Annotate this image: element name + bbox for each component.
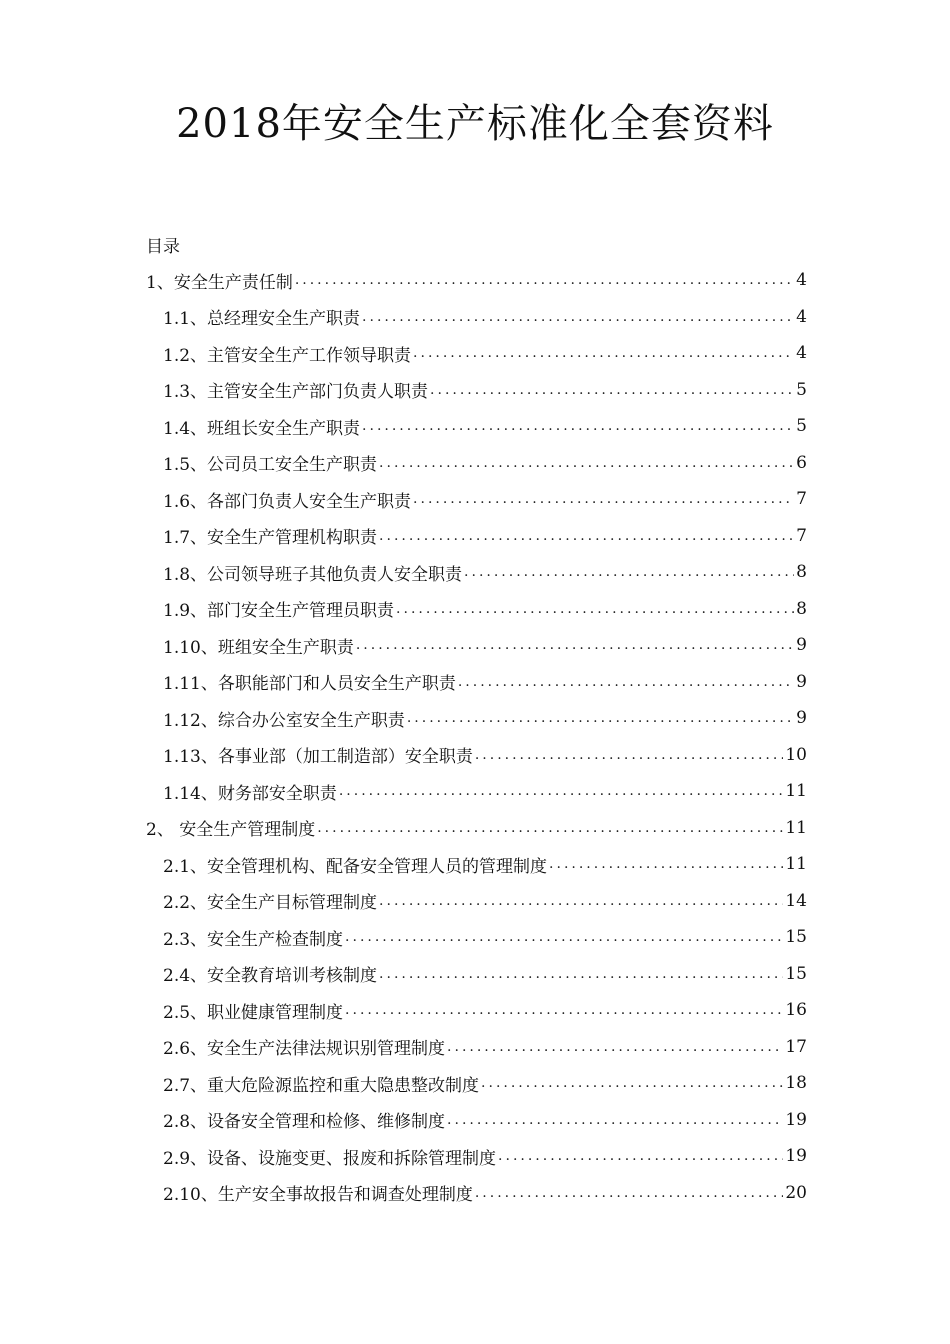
toc-page-number: 8 xyxy=(796,598,807,619)
toc-dot-leader xyxy=(379,528,794,544)
toc-page-number: 5 xyxy=(796,379,807,400)
toc-entry[interactable] xyxy=(0,883,807,920)
toc-page-number: 16 xyxy=(785,1000,807,1021)
table-of-contents xyxy=(0,262,950,1211)
toc-entry-label: 2.5、职业健康管理制度 xyxy=(163,1002,344,1023)
toc-dot-leader xyxy=(549,856,783,872)
toc-page-number: 4 xyxy=(796,343,807,364)
toc-entry-label: 1.9、部门安全生产管理员职责 xyxy=(163,601,395,622)
toc-page-number: 9 xyxy=(796,671,807,692)
toc-page-number: 20 xyxy=(785,1182,807,1203)
toc-entry[interactable] xyxy=(0,299,807,336)
toc-entry-label: 1.6、各部门负责人安全生产职责 xyxy=(163,491,412,512)
toc-entry-label: 2.10、生产安全事故报告和调查处理制度 xyxy=(163,1185,473,1206)
toc-entry-label: 1.12、综合办公室安全生产职责 xyxy=(163,710,405,731)
toc-entry-label: 2.3、安全生产检查制度 xyxy=(163,929,344,950)
toc-dot-leader xyxy=(379,893,783,909)
toc-dot-leader xyxy=(345,1002,783,1018)
toc-dot-leader xyxy=(413,491,794,507)
toc-entry[interactable] xyxy=(0,919,807,956)
toc-heading: 目录 xyxy=(146,237,180,257)
toc-entry[interactable] xyxy=(0,262,807,299)
toc-page-number: 15 xyxy=(785,963,807,984)
toc-entry-label: 1.3、主管安全生产部门负责人职责 xyxy=(163,382,429,403)
toc-entry-label: 1.4、班组长安全生产职责 xyxy=(163,418,361,439)
toc-entry[interactable] xyxy=(0,700,807,737)
toc-dot-leader xyxy=(317,820,783,836)
toc-page-number: 7 xyxy=(796,489,807,510)
toc-entry[interactable] xyxy=(0,335,807,372)
toc-page-number: 11 xyxy=(785,854,807,875)
toc-dot-leader xyxy=(396,601,794,617)
toc-page-number: 5 xyxy=(796,416,807,437)
toc-entry-label: 1.2、主管安全生产工作领导职责 xyxy=(163,345,412,366)
toc-dot-leader xyxy=(475,747,784,763)
document-title: 2018年安全生产标准化全套资料 xyxy=(176,101,774,147)
toc-entry-label: 2.6、安全生产法律法规识别管理制度 xyxy=(163,1039,446,1060)
toc-entry[interactable] xyxy=(0,408,807,445)
toc-entry[interactable] xyxy=(0,445,807,482)
toc-entry-label: 1.11、各职能部门和人员安全生产职责 xyxy=(163,674,456,695)
toc-page-number: 17 xyxy=(785,1036,807,1057)
toc-entry[interactable] xyxy=(0,773,807,810)
toc-entry[interactable] xyxy=(0,1065,807,1102)
toc-entry[interactable] xyxy=(0,554,807,591)
toc-entry[interactable] xyxy=(0,956,807,993)
toc-page-number: 9 xyxy=(796,635,807,656)
toc-page-number: 14 xyxy=(785,890,807,911)
toc-entry[interactable] xyxy=(0,1175,807,1212)
toc-entry-label: 2、 安全生产管理制度 xyxy=(146,820,316,841)
toc-page-number: 19 xyxy=(785,1109,807,1130)
toc-dot-leader xyxy=(430,382,794,398)
toc-dot-leader xyxy=(447,1039,783,1055)
toc-dot-leader xyxy=(464,564,794,580)
toc-entry[interactable] xyxy=(0,1102,807,1139)
toc-entry[interactable] xyxy=(0,992,807,1029)
toc-entry[interactable] xyxy=(0,591,807,628)
toc-page-number: 4 xyxy=(796,270,807,291)
toc-entry-label: 2.4、安全教育培训考核制度 xyxy=(163,966,378,987)
toc-dot-leader xyxy=(498,1148,783,1164)
toc-dot-leader xyxy=(362,309,794,325)
toc-entry[interactable] xyxy=(0,737,807,774)
toc-page-number: 11 xyxy=(785,817,807,838)
toc-entry-label: 1.14、财务部安全职责 xyxy=(163,783,337,804)
toc-entry-label: 1.10、班组安全生产职责 xyxy=(163,637,354,658)
toc-entry-label: 2.1、安全管理机构、配备安全管理人员的管理制度 xyxy=(163,856,548,877)
toc-entry[interactable] xyxy=(0,664,807,701)
toc-entry-label: 1.7、安全生产管理机构职责 xyxy=(163,528,378,549)
toc-entry[interactable] xyxy=(0,627,807,664)
toc-entry[interactable] xyxy=(0,481,807,518)
toc-dot-leader xyxy=(447,1112,783,1128)
toc-page-number: 8 xyxy=(796,562,807,583)
toc-dot-leader xyxy=(356,637,794,653)
toc-entry-label: 1.13、各事业部（加工制造部）安全职责 xyxy=(163,747,473,768)
toc-entry-label: 1、安全生产责任制 xyxy=(146,272,293,293)
toc-page-number: 4 xyxy=(796,306,807,327)
toc-dot-leader xyxy=(407,710,794,726)
toc-entry-label: 1.5、公司员工安全生产职责 xyxy=(163,455,378,476)
toc-dot-leader xyxy=(295,272,794,288)
toc-page-number: 18 xyxy=(785,1073,807,1094)
toc-page-number: 9 xyxy=(796,708,807,729)
toc-entry-label: 1.8、公司领导班子其他负责人安全职责 xyxy=(163,564,463,585)
toc-entry[interactable] xyxy=(0,846,807,883)
toc-dot-leader xyxy=(458,674,794,690)
toc-entry-label: 2.2、安全生产目标管理制度 xyxy=(163,893,378,914)
toc-entry[interactable] xyxy=(0,518,807,555)
toc-page-number: 11 xyxy=(785,781,807,802)
toc-page-number: 10 xyxy=(785,744,807,765)
toc-entry[interactable] xyxy=(0,1029,807,1066)
toc-dot-leader xyxy=(413,345,794,361)
toc-page-number: 7 xyxy=(796,525,807,546)
toc-dot-leader xyxy=(362,418,794,434)
toc-entry-label: 1.1、总经理安全生产职责 xyxy=(163,309,361,330)
toc-dot-leader xyxy=(475,1185,784,1201)
toc-dot-leader xyxy=(345,929,783,945)
toc-dot-leader xyxy=(481,1075,783,1091)
toc-dot-leader xyxy=(339,783,784,799)
toc-page-number: 6 xyxy=(796,452,807,473)
toc-dot-leader xyxy=(379,455,794,471)
toc-page-number: 15 xyxy=(785,927,807,948)
toc-page-number: 19 xyxy=(785,1146,807,1167)
toc-entry-label: 2.8、设备安全管理和检修、维修制度 xyxy=(163,1112,446,1133)
toc-entry-label: 2.7、重大危险源监控和重大隐患整改制度 xyxy=(163,1075,480,1096)
toc-entry[interactable] xyxy=(0,372,807,409)
toc-entry[interactable] xyxy=(0,810,807,847)
toc-entry[interactable] xyxy=(0,1138,807,1175)
toc-dot-leader xyxy=(379,966,783,982)
toc-entry-label: 2.9、设备、设施变更、报废和拆除管理制度 xyxy=(163,1148,497,1169)
